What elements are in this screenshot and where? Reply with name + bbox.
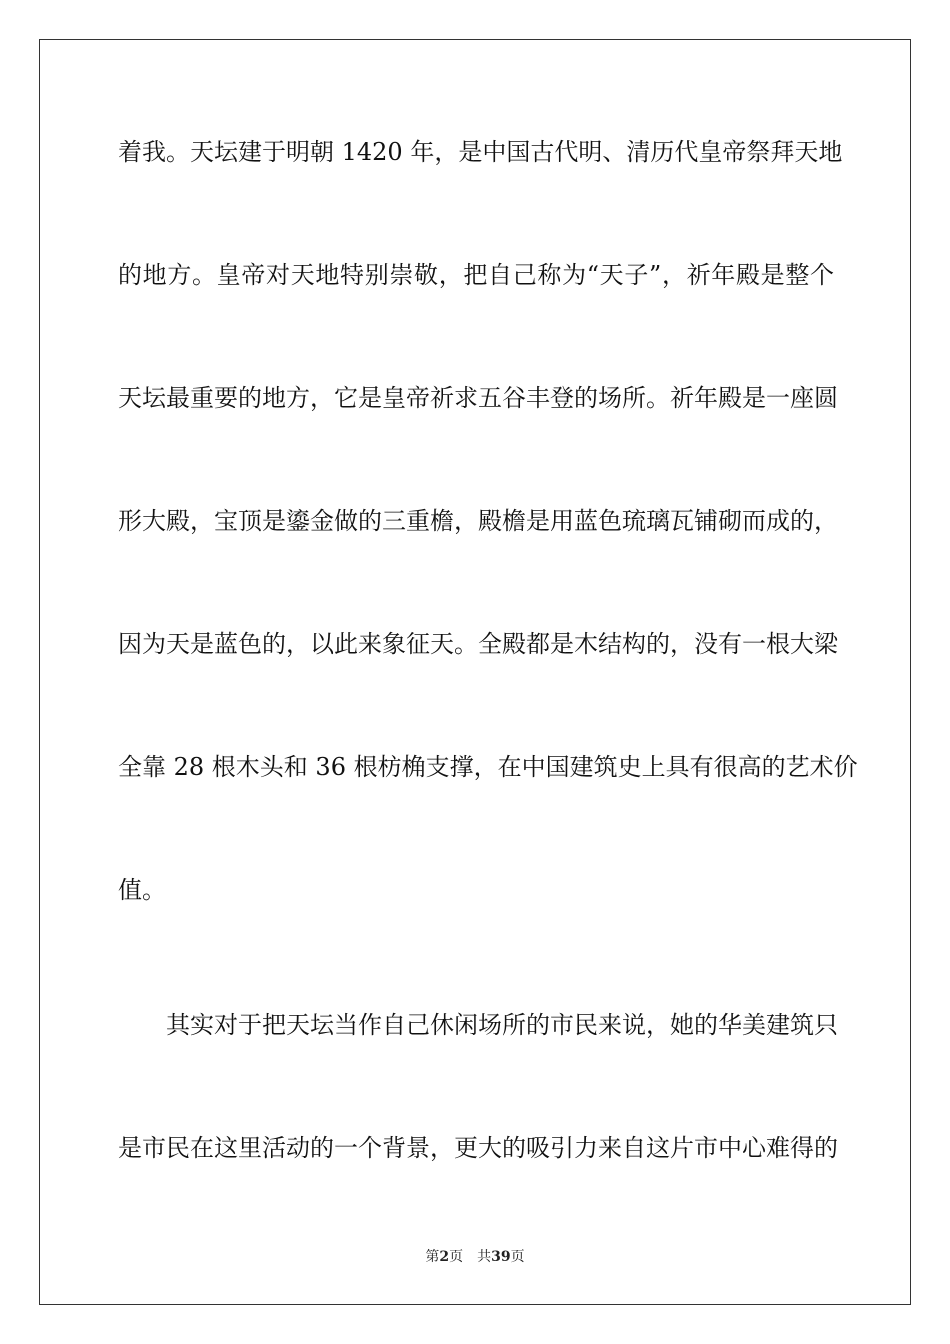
text-line-9: 是市民在这里活动的一个背景，更大的吸引力来自这片市中心难得的 xyxy=(118,1134,838,1162)
paragraph-start-line: 其实对于把天坛当作自己休闲场所的市民来说，她的华美建筑只 xyxy=(166,1011,838,1039)
total-prefix: 共 xyxy=(477,1249,492,1265)
page-footer xyxy=(0,1248,950,1266)
page-border xyxy=(39,39,911,1305)
text-line-7: 值。 xyxy=(118,876,166,904)
total-page-count: 39 xyxy=(491,1249,511,1265)
text-line-6: 全靠 28 根木头和 36 根枋桷支撑，在中国建筑史上具有很高的艺术价 xyxy=(118,753,858,781)
text-line-4: 形大殿，宝顶是鎏金做的三重檐，殿檐是用蓝色琉璃瓦铺砌而成的， xyxy=(118,507,838,535)
total-suffix: 页 xyxy=(510,1249,525,1265)
text-line-1: 着我。天坛建于明朝 1420 年，是中国古代明、清历代皇帝祭拜天地 xyxy=(118,138,843,166)
text-line-3: 天坛最重要的地方，它是皇帝祈求五谷丰登的场所。祈年殿是一座圆 xyxy=(118,384,838,412)
current-page-number: 2 xyxy=(439,1249,450,1265)
page-suffix: 页 xyxy=(449,1249,464,1265)
page-prefix: 第 xyxy=(425,1249,440,1265)
text-line-2: 的地方。皇帝对天地特别崇敬，把自己称为“天子”，祈年殿是整个 xyxy=(118,261,834,289)
text-line-5: 因为天是蓝色的，以此来象征天。全殿都是木结构的，没有一根大梁 xyxy=(118,630,838,658)
